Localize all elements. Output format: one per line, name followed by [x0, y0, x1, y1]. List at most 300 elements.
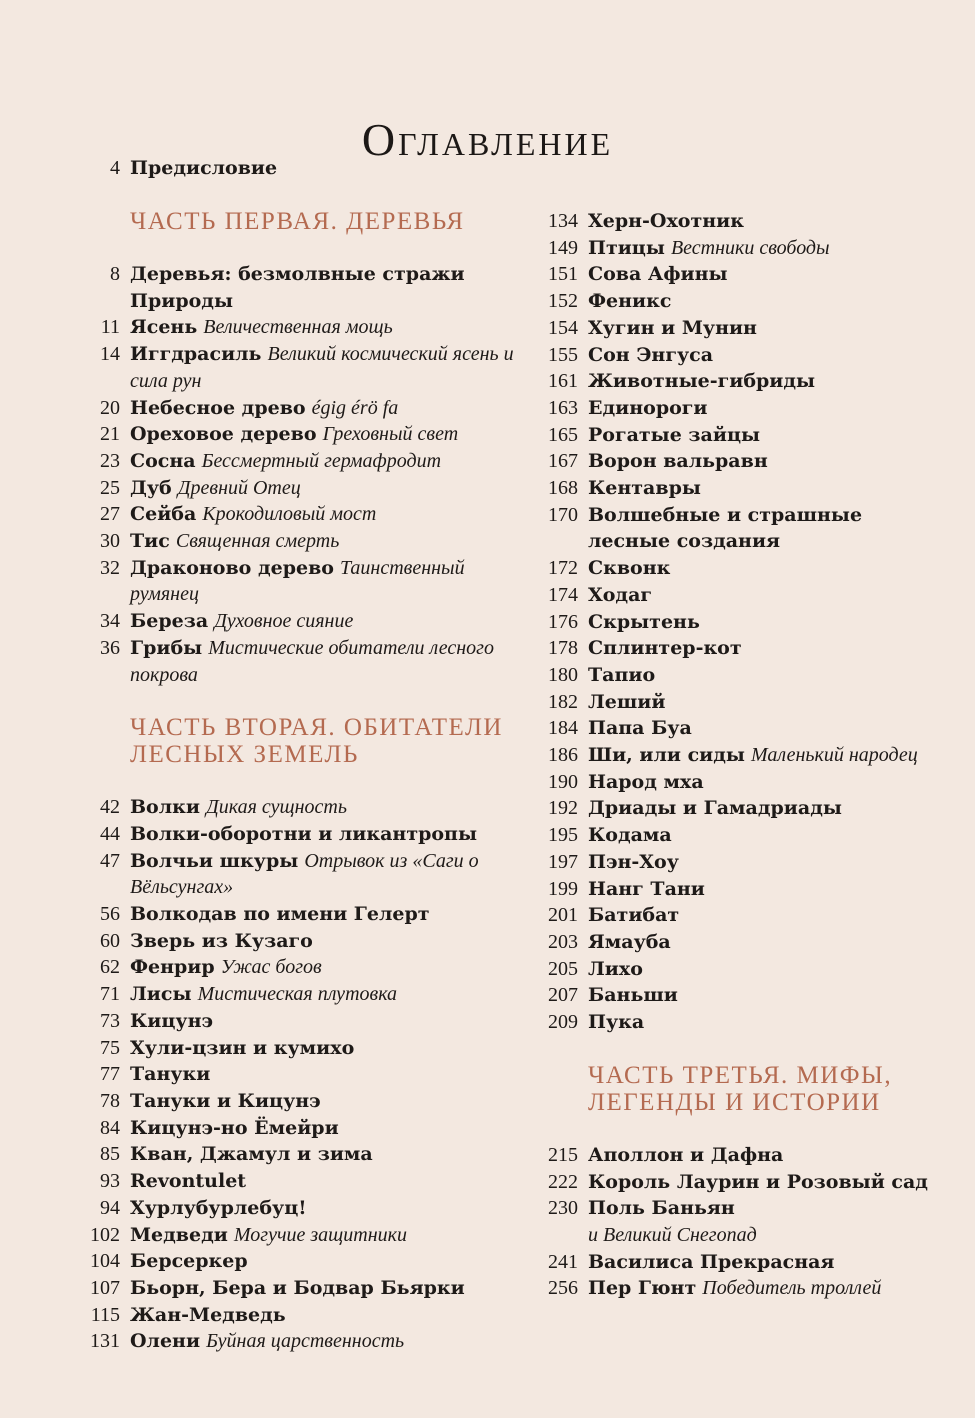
entry-text	[588, 1169, 938, 1196]
toc-entry[interactable]	[80, 395, 520, 422]
page-number: 107	[90, 1276, 120, 1299]
toc-entry[interactable]	[538, 822, 938, 849]
page-number: 104	[90, 1250, 120, 1273]
toc-entry[interactable]	[538, 1009, 938, 1036]
entry-subtitle: Отрывок из «Саги о Вёльсунгах»	[130, 849, 479, 899]
entry-subtitle: Мистические обитатели лесного покрова	[130, 636, 494, 686]
toc-entry[interactable]	[538, 208, 938, 235]
page-number: 192	[548, 797, 578, 820]
entry-text	[588, 288, 938, 315]
entry-subtitle: Мистическая плутовка	[197, 983, 398, 1006]
entry-title: Скрытень	[588, 610, 700, 633]
toc-entry[interactable]	[80, 608, 520, 635]
page-number: 131	[90, 1330, 120, 1353]
entry-text	[588, 315, 938, 342]
entry-title: Рогатые зайцы	[588, 423, 761, 446]
entry-title: Ворон вальравн	[588, 450, 768, 473]
toc-entry[interactable]	[80, 261, 520, 314]
toc-entry-intro[interactable]	[80, 155, 277, 182]
toc-entry[interactable]	[80, 1168, 520, 1195]
entry-title: Кицунэ	[130, 1009, 214, 1032]
page-number: 161	[548, 370, 578, 393]
entry-title: Иггдрасиль	[130, 343, 262, 366]
page-number: 60	[100, 929, 120, 952]
toc-entry[interactable]	[80, 901, 520, 928]
toc-entry[interactable]	[538, 288, 938, 315]
entry-subtitle: Величественная мощь	[203, 316, 393, 339]
page-number: 230	[548, 1197, 578, 1220]
page-number: 56	[100, 903, 120, 926]
entry-title: Небесное древо	[130, 396, 306, 419]
entry-subtitle: Древний Отец	[177, 476, 301, 499]
part-heading-line: ЧАСТЬ ТРЕТЬЯ. МИФЫ,	[588, 1061, 893, 1089]
entry-text	[130, 555, 520, 608]
toc-entry[interactable]	[80, 1141, 520, 1168]
page-number: 20	[100, 396, 120, 419]
entry-subtitle: Дикая сущность	[206, 796, 347, 819]
toc-entry[interactable]	[538, 929, 938, 956]
page-number: 27	[100, 503, 120, 526]
page-number: 215	[548, 1143, 578, 1166]
entry-text	[130, 1328, 520, 1355]
page-number: 190	[548, 770, 578, 793]
toc-entry[interactable]	[80, 528, 520, 555]
toc-entry[interactable]	[80, 1328, 520, 1355]
toc-entry[interactable]	[538, 502, 938, 555]
page-number: 168	[548, 477, 578, 500]
entry-title: Народ мха	[588, 770, 704, 793]
entry-title: Сон Энгуса	[588, 343, 714, 366]
entry-subtitle: Бессмертный гермафродит	[201, 449, 442, 472]
entry-text	[588, 235, 938, 262]
entry-text	[130, 821, 520, 848]
entry-title: Лихо	[588, 957, 643, 980]
entry-title: Волшебные и страшные лесные создания	[588, 503, 863, 553]
toc-entry[interactable]	[538, 395, 938, 422]
page-number: 222	[548, 1170, 578, 1193]
entry-title: Ходаг	[588, 583, 653, 606]
entry-subtitle: Священная смерть	[175, 530, 340, 553]
toc-entry[interactable]	[80, 475, 520, 502]
page-number: 199	[548, 877, 578, 900]
section-gap	[538, 1036, 938, 1062]
page-number: 205	[548, 957, 578, 980]
entry-title: Ши, или сиды	[588, 744, 745, 767]
entry-title: Тануки и Кицунэ	[130, 1089, 321, 1112]
page-number: 71	[100, 983, 120, 1006]
entry-text	[130, 1061, 520, 1088]
entry-title: Береза	[130, 610, 209, 633]
page-number: 186	[548, 744, 578, 767]
toc-entry[interactable]	[80, 1302, 520, 1329]
entry-subtitle: Духовное сияние	[214, 610, 354, 633]
entry-title: Поль Баньян	[588, 1197, 735, 1220]
entry-title: Берсеркер	[130, 1250, 248, 1273]
toc-entry[interactable]	[80, 448, 520, 475]
entry-title: Волки	[130, 796, 200, 819]
toc-entry[interactable]	[80, 794, 520, 821]
entry-title: Деревья: безмолвные стражи Природы	[130, 263, 465, 312]
entry-title: Сквонк	[588, 557, 671, 580]
page-number: 47	[100, 849, 120, 872]
page-number: 23	[100, 449, 120, 472]
entry-text	[588, 662, 938, 689]
entry-title: Феникс	[588, 290, 672, 313]
entry-title: Кентавры	[588, 477, 701, 500]
entry-title: Revontulet	[130, 1170, 247, 1193]
entry-text	[130, 901, 520, 928]
toc-entry[interactable]	[80, 1008, 520, 1035]
entry-text	[588, 1195, 938, 1248]
entry-text	[130, 1088, 520, 1115]
toc-entry[interactable]	[538, 582, 938, 609]
entry-text	[588, 689, 938, 716]
page-number: 34	[100, 610, 120, 633]
toc-entry[interactable]	[538, 635, 938, 662]
page-number: 78	[100, 1089, 120, 1112]
page-number: 197	[548, 850, 578, 873]
entry-title: Волки-оборотни и ликантропы	[130, 822, 478, 845]
page-number: 207	[548, 984, 578, 1007]
toc-entry[interactable]	[80, 555, 520, 608]
entry-text	[588, 929, 938, 956]
entry-text	[130, 1248, 520, 1275]
entry-subtitle: égig érö fa	[311, 396, 399, 419]
entry-title: Хурлубурлебуц!	[130, 1196, 307, 1219]
page-number: 151	[548, 263, 578, 286]
entry-text	[588, 795, 938, 822]
entry-text	[588, 1009, 938, 1036]
toc-entry[interactable]	[538, 475, 938, 502]
page-number: 11	[100, 316, 120, 339]
entry-text	[130, 1168, 520, 1195]
entry-text	[588, 635, 938, 662]
entry-text	[130, 928, 520, 955]
toc-entry[interactable]	[538, 1169, 938, 1196]
entry-text	[130, 1222, 520, 1249]
page-number: 195	[548, 824, 578, 847]
page-number: 176	[548, 610, 578, 633]
page-number: 155	[548, 343, 578, 366]
entry-title: Херн-Охотник	[588, 210, 744, 232]
page-number: 73	[100, 1009, 120, 1032]
page-number: 170	[548, 503, 578, 526]
entry-subtitle: и Великий Снегопад	[588, 1223, 757, 1246]
page-number: 36	[100, 636, 120, 659]
entry-title: Зверь из Кузаго	[130, 929, 313, 952]
entry-text	[130, 1141, 520, 1168]
page-number: 165	[548, 423, 578, 446]
entry-title: Пука	[588, 1011, 645, 1034]
entry-text	[588, 448, 938, 475]
entry-text	[588, 555, 938, 582]
page-number: 77	[100, 1063, 120, 1086]
page-number: 149	[548, 236, 578, 259]
toc-entry[interactable]	[80, 314, 520, 341]
toc-entry[interactable]	[538, 1142, 938, 1169]
entry-title: Пер Гюнт	[588, 1277, 697, 1300]
toc-entry[interactable]	[538, 662, 938, 689]
entry-text	[588, 475, 938, 502]
toc-entry[interactable]	[538, 342, 938, 369]
page-number: 178	[548, 637, 578, 660]
entry-title: Кван, Джамул и зима	[130, 1143, 373, 1166]
entry-title: Дриады и Гамадриады	[588, 797, 842, 820]
toc-column-right	[538, 208, 938, 1302]
entry-text	[130, 794, 520, 821]
toc-entry[interactable]	[538, 368, 938, 395]
entry-text	[588, 609, 938, 636]
toc-entry[interactable]	[538, 902, 938, 929]
toc-entry[interactable]	[538, 261, 938, 288]
page-number: 85	[100, 1143, 120, 1166]
entry-text	[588, 422, 938, 449]
entry-text	[130, 528, 520, 555]
entry-text	[588, 208, 938, 235]
toc-entry[interactable]	[80, 1088, 520, 1115]
page-number: 84	[100, 1116, 120, 1139]
page-number: 167	[548, 450, 578, 473]
page-number: 174	[548, 583, 578, 606]
entry-text	[130, 341, 520, 394]
page-number: 75	[100, 1036, 120, 1059]
entry-text	[588, 849, 938, 876]
entry-subtitle: Могучие защитники	[233, 1223, 407, 1246]
toc-entry[interactable]	[80, 635, 520, 688]
entry-text	[130, 421, 520, 448]
page-number: 4	[110, 157, 120, 179]
entry-title: Дуб	[130, 476, 172, 499]
entry-title: Нанг Тани	[588, 877, 705, 900]
toc-entry[interactable]	[80, 421, 520, 448]
entry-title: Сплинтер-кот	[588, 637, 742, 660]
toc-entry[interactable]	[538, 1249, 938, 1276]
entry-subtitle: Ужас богов	[220, 956, 322, 979]
entry-title: Птицы	[588, 236, 665, 259]
entry-text	[130, 1035, 520, 1062]
entry-title: Кицунэ-но Ёмейри	[130, 1116, 339, 1139]
page-number: 62	[100, 956, 120, 979]
page-number: 256	[548, 1277, 578, 1300]
toc-entry[interactable]	[538, 235, 938, 262]
toc-entry[interactable]	[80, 1061, 520, 1088]
entry-subtitle: Таинственный румянец	[130, 556, 465, 606]
entry-title: Баньши	[588, 984, 678, 1007]
toc-entry[interactable]	[538, 422, 938, 449]
entry-text	[588, 261, 938, 288]
part-heading-line: ЧАСТЬ ВТОРАЯ. ОБИТАТЕЛИ	[130, 714, 503, 742]
page-number: 44	[100, 822, 120, 845]
page-number: 93	[100, 1170, 120, 1193]
page-number: 182	[548, 690, 578, 713]
entry-text	[130, 501, 520, 528]
entry-text	[130, 1008, 520, 1035]
toc-entry[interactable]	[538, 689, 938, 716]
toc-entry[interactable]	[538, 982, 938, 1009]
entry-title: Ямауба	[588, 930, 671, 953]
part-heading-line: ЧАСТЬ ПЕРВАЯ. ДЕРЕВЬЯ	[130, 208, 465, 235]
entry-text	[130, 448, 520, 475]
entry-text	[588, 956, 938, 983]
entry-text	[588, 502, 938, 555]
page-number: 14	[100, 343, 120, 366]
toc-column-left	[80, 208, 520, 1355]
entry-subtitle: Победитель троллей	[702, 1277, 882, 1300]
entry-text	[130, 261, 520, 314]
page-number: 180	[548, 663, 578, 686]
toc-entry[interactable]	[80, 341, 520, 394]
entry-title: Фенрир	[130, 956, 215, 979]
entry-title: Аполлон и Дафна	[588, 1143, 784, 1166]
entry-text	[130, 1115, 520, 1142]
toc-entry[interactable]	[80, 1275, 520, 1302]
entry-text	[588, 902, 938, 929]
entry-subtitle: Маленький народец	[751, 744, 918, 767]
page-number: 32	[100, 556, 120, 579]
part-heading-line: ЛЕСНЫХ ЗЕМЕЛЬ	[130, 741, 359, 769]
page-title: Оглавление	[361, 113, 614, 165]
page-number: 209	[548, 1011, 578, 1034]
page-number: 134	[548, 210, 578, 232]
part-heading	[130, 208, 520, 235]
entry-title: Сосна	[130, 449, 196, 472]
entry-title: Драконово дерево	[130, 556, 334, 579]
part-heading-line: ЛЕГЕНДЫ И ИСТОРИИ	[588, 1088, 881, 1116]
entry-text	[130, 848, 520, 901]
toc-entry[interactable]	[80, 1248, 520, 1275]
entry-text	[130, 954, 520, 981]
entry-text	[130, 608, 520, 635]
entry-text	[130, 475, 520, 502]
toc-entry[interactable]	[80, 1195, 520, 1222]
entry-title: Пэн-Хоу	[588, 850, 679, 873]
page-number: 201	[548, 904, 578, 927]
entry-text	[130, 1302, 520, 1329]
entry-text	[588, 342, 938, 369]
toc-entry[interactable]	[538, 876, 938, 903]
entry-title: Волчьи шкуры	[130, 849, 299, 872]
page-number: 42	[100, 796, 120, 819]
page-number: 94	[100, 1196, 120, 1219]
entry-title: Сова Афины	[588, 263, 728, 286]
page-number: 172	[548, 557, 578, 580]
toc-entry[interactable]	[80, 501, 520, 528]
toc-entry[interactable]	[538, 715, 938, 742]
entry-title: Животные-гибриды	[588, 370, 816, 393]
entry-text	[588, 982, 938, 1009]
entry-title: Сейба	[130, 503, 197, 526]
entry-text	[130, 314, 520, 341]
toc-entry[interactable]	[538, 956, 938, 983]
toc-entry[interactable]	[80, 1035, 520, 1062]
entry-title: Медведи	[130, 1223, 228, 1246]
entry-title: Грибы	[130, 636, 203, 659]
page-number: 241	[548, 1250, 578, 1273]
entry-title: Василиса Прекрасная	[588, 1250, 835, 1273]
toc-entry[interactable]	[538, 1195, 938, 1248]
section-gap	[80, 688, 520, 714]
toc-entry[interactable]	[80, 928, 520, 955]
toc-entry[interactable]	[80, 1222, 520, 1249]
entry-text	[588, 769, 938, 796]
entry-subtitle: Греховный свет	[322, 423, 459, 446]
entry-title: Хули-цзин и кумихо	[130, 1036, 355, 1059]
toc-entry[interactable]	[80, 1115, 520, 1142]
entry-text	[588, 395, 938, 422]
toc-entry[interactable]	[538, 609, 938, 636]
page-number: 8	[110, 263, 120, 285]
entry-subtitle: Вестники свободы	[670, 236, 830, 259]
page-number: 115	[90, 1303, 120, 1326]
toc-entry[interactable]	[538, 849, 938, 876]
entry-text	[130, 1275, 520, 1302]
page-number: 25	[100, 476, 120, 499]
entry-title: Ореховое дерево	[130, 423, 317, 446]
entry-title: Ясень	[130, 316, 198, 339]
entry-text	[588, 876, 938, 903]
entry-title: Единороги	[588, 396, 708, 419]
entry-title: Кодама	[588, 824, 672, 847]
entry-text	[588, 368, 938, 395]
entry-text	[588, 582, 938, 609]
toc-entry[interactable]	[80, 981, 520, 1008]
toc-entry[interactable]	[538, 555, 938, 582]
toc-entry[interactable]	[538, 1275, 938, 1302]
entry-title: Волкодав по имени Гелерт	[130, 903, 430, 926]
entry-title: Бьорн, Бера и Бодвар Бьярки	[130, 1276, 465, 1299]
entry-title: Король Лаурин и Розовый сад	[588, 1170, 928, 1193]
entry-subtitle: Великий космический ясень и сила рун	[130, 343, 514, 392]
page-number: 163	[548, 396, 578, 419]
entry-title: Олени	[130, 1330, 201, 1353]
entry-title: Жан-Медведь	[130, 1303, 286, 1326]
toc-entry[interactable]	[538, 742, 938, 769]
page-number: 152	[548, 290, 578, 313]
entry-subtitle: Крокодиловый мост	[202, 503, 377, 526]
page-number: 154	[548, 316, 578, 339]
entry-title: Тапио	[588, 663, 656, 686]
page-number: 21	[100, 423, 120, 446]
entry-text	[588, 1249, 938, 1276]
entry-title: Папа Буа	[588, 717, 692, 740]
toc-entry[interactable]	[538, 769, 938, 796]
entry-title: Батибат	[588, 904, 680, 927]
page-number: 102	[90, 1223, 120, 1246]
part-heading	[588, 1062, 938, 1116]
toc-entry[interactable]	[80, 954, 520, 981]
entry-text	[588, 1142, 938, 1169]
entry-text	[130, 395, 520, 422]
entry-title: Предисловие	[130, 157, 278, 179]
toc-entry[interactable]	[80, 848, 520, 901]
entry-text	[588, 1275, 938, 1302]
entry-title: Лисы	[130, 983, 192, 1006]
entry-text	[130, 981, 520, 1008]
toc-entry[interactable]	[80, 821, 520, 848]
entry-text	[588, 715, 938, 742]
entry-title: Тис	[130, 530, 170, 553]
toc-entry[interactable]	[538, 795, 938, 822]
toc-entry[interactable]	[538, 448, 938, 475]
entry-subtitle: Буйная царственность	[206, 1330, 405, 1353]
toc-entry[interactable]	[538, 315, 938, 342]
page-number: 30	[100, 530, 120, 553]
entry-text	[588, 742, 938, 769]
page-number: 184	[548, 717, 578, 740]
entry-text	[588, 822, 938, 849]
page-number: 203	[548, 930, 578, 953]
part-heading	[130, 714, 520, 768]
